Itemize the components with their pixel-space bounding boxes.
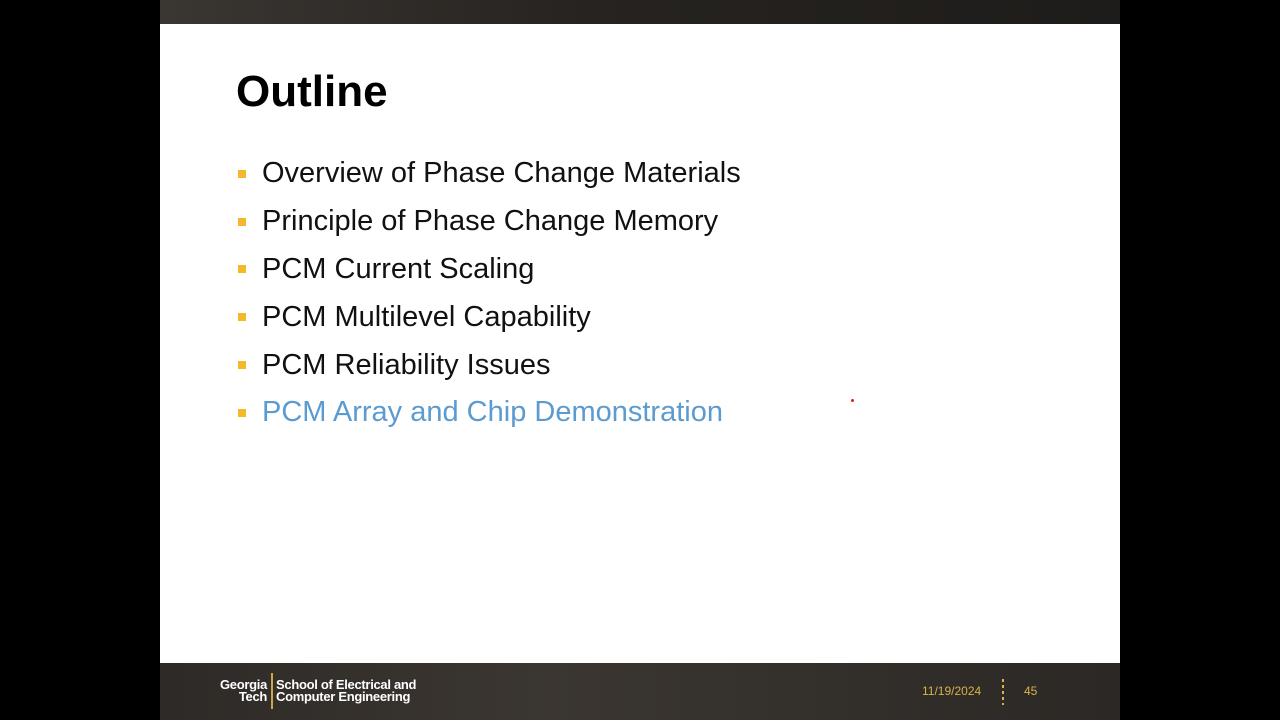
logo-school-line-2: Computer Engineering [276,689,411,704]
bullet-label: PCM Array and Chip Demonstration [262,396,723,429]
bullet-item-current [236,389,741,437]
bullet-list [236,150,741,437]
bullet-item [236,341,741,389]
slide-footer [160,663,1120,720]
logo-divider [271,673,273,709]
footer-dotted-separator [1002,679,1004,705]
bullet-item [236,293,741,341]
laser-pointer-dot [851,399,854,402]
bullet-item [236,246,741,294]
logo-line-2: Tech [238,689,268,704]
georgia-tech-ece-logo [220,671,416,711]
bullet-label: PCM Multilevel Capability [262,300,591,333]
bullet-label: Overview of Phase Change Materials [262,157,741,190]
slide-title: Outline [236,67,388,116]
bullet-label: PCM Current Scaling [262,252,535,285]
square-bullet-icon [238,265,246,273]
square-bullet-icon [238,170,246,178]
page-number: 45 [1024,684,1038,698]
logo-line-1: Georgia [220,677,268,692]
bullet-item [236,150,741,198]
slide [160,0,1120,720]
footer-date: 11/19/2024 [922,684,982,698]
slide-top-band [160,0,1120,24]
square-bullet-icon [238,313,246,321]
logo-school-name [276,679,416,703]
bullet-label: Principle of Phase Change Memory [262,205,719,238]
square-bullet-icon [238,409,246,417]
logo-wordmark [220,679,267,703]
square-bullet-icon [238,361,246,369]
bullet-label: PCM Reliability Issues [262,348,551,381]
logo-school-line-1: School of Electrical and [276,677,417,692]
bullet-item [236,198,741,246]
square-bullet-icon [238,218,246,226]
